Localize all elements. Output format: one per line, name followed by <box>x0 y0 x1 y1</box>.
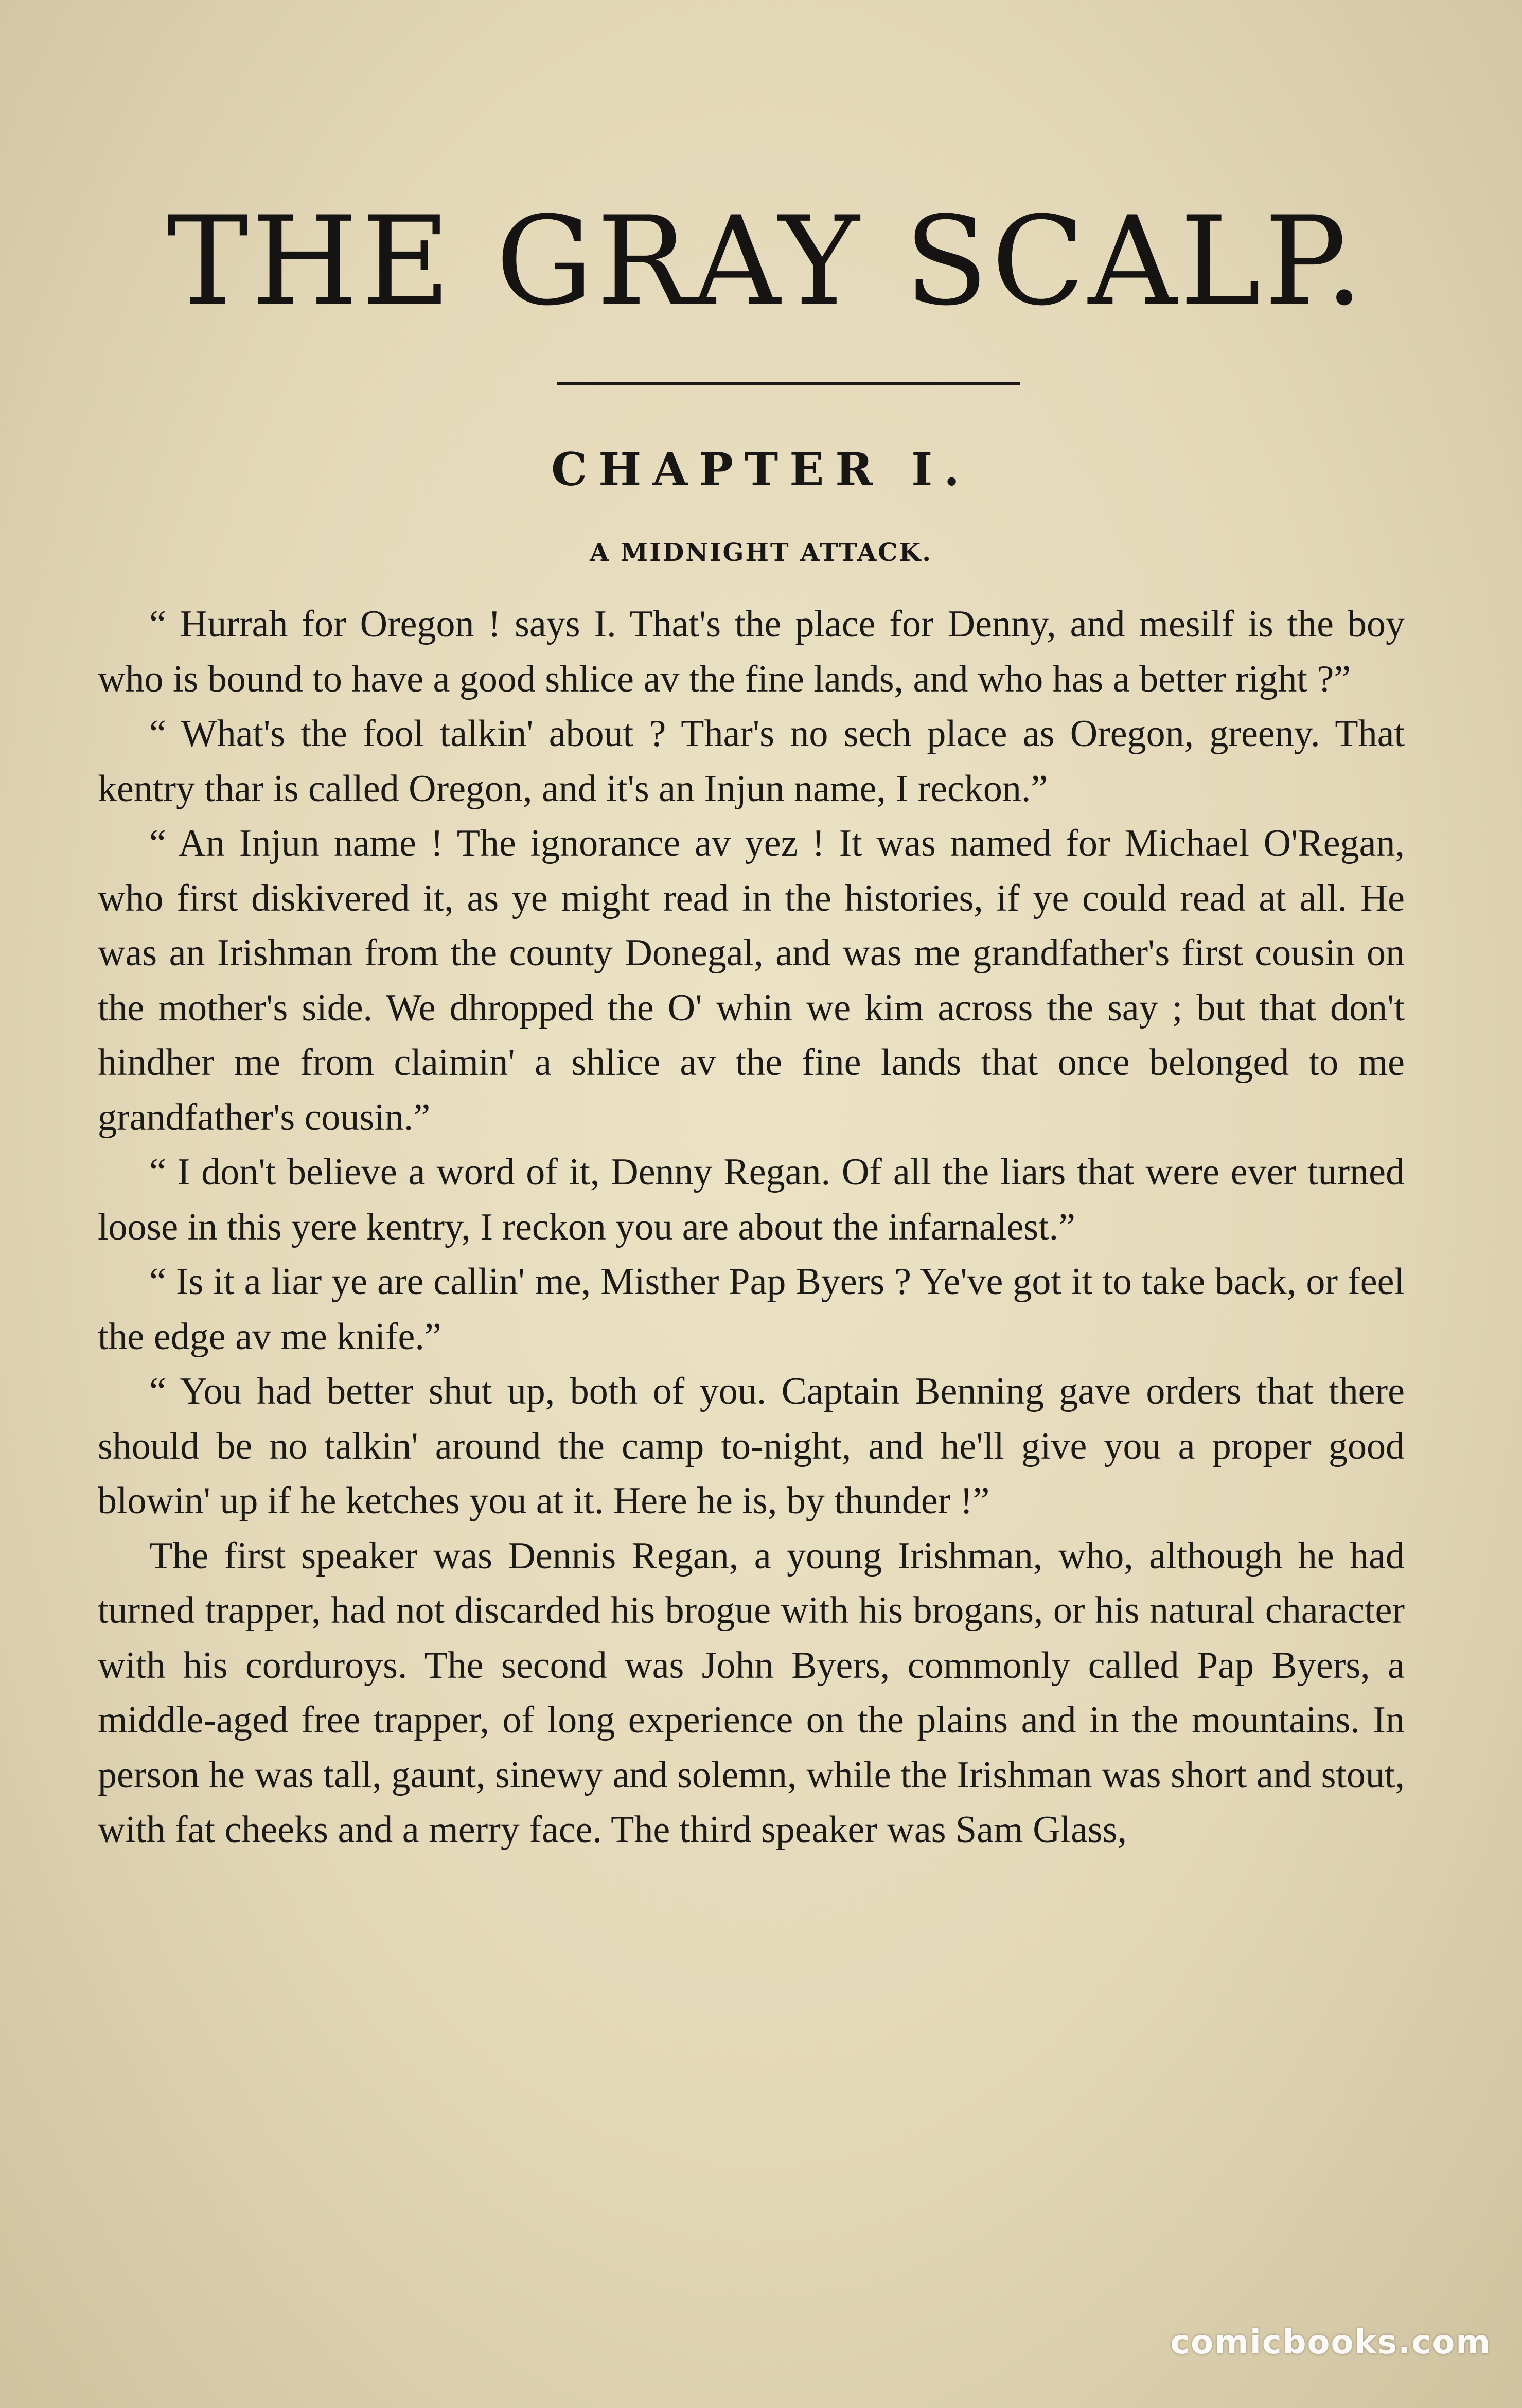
chapter-subheading: A MIDNIGHT ATTACK. <box>590 538 932 567</box>
body-text <box>98 597 1405 2305</box>
paragraph: “ Hurrah for Oregon ! says I. That's the place for Denny, and mesilf is the boy who is bound to have a good shlice av the fine lands, and who has a better right ?” <box>98 603 1405 700</box>
paragraph: “ You had better shut up, both of you. Captain Benning gave orders that there should be no talkin' around the camp to-night, and he'll give you a proper good blowin' up if he ketches you at it. Here he is, by thunder !” <box>98 1370 1405 1522</box>
chapter-heading: CHAPTER I. <box>551 442 971 496</box>
paragraph: The first speaker was Dennis Regan, a young Irishman, who, although he had turned trapper, had not discarded his brogue with his brogans, or his natural character with his corduroys. The second was John Byers, commonly called Pap Byers, a middle-aged free trapper, of long experience on the plains and in the mountains. In person he was tall, gaunt, sinewy and solemn, while the Irishman was short and stout, with fat cheeks and a merry face. The third speaker was Sam Glass, <box>98 1534 1405 1851</box>
paragraph: “ What's the fool talkin' about ? Thar's no sech place as Oregon, greeny. That kentry thar is called Oregon, and it's an Injun name, I reckon.” <box>98 713 1405 810</box>
paragraph: “ I don't believe a word of it, Denny Regan. Of all the liars that were ever turned loose in this yere kentry, I reckon you are about the infarnalest.” <box>98 1151 1405 1248</box>
page-title: THE GRAY SCALP. <box>166 190 1367 333</box>
paragraph: “ An Injun name ! The ignorance av yez ! It was named for Michael O'Regan, who first diskivered it, as ye might read in the histories, if ye could read at all. He was an Irishman from the county Donegal, and was me grandfather's first cousin on the mother's side. We dhropped the O' whin we kim across the say ; but that don't hindher me from claimin' a shlice av the fine lands that once belonged to me grandfather's cousin.” <box>98 822 1405 1139</box>
paragraph: “ Is it a liar ye are callin' me, Misther Pap Byers ? Ye've got it to take back, or feel the edge av me knife.” <box>98 1261 1405 1358</box>
watermark: comicbooks.com <box>1170 2324 1491 2362</box>
title-rule <box>557 382 1020 385</box>
